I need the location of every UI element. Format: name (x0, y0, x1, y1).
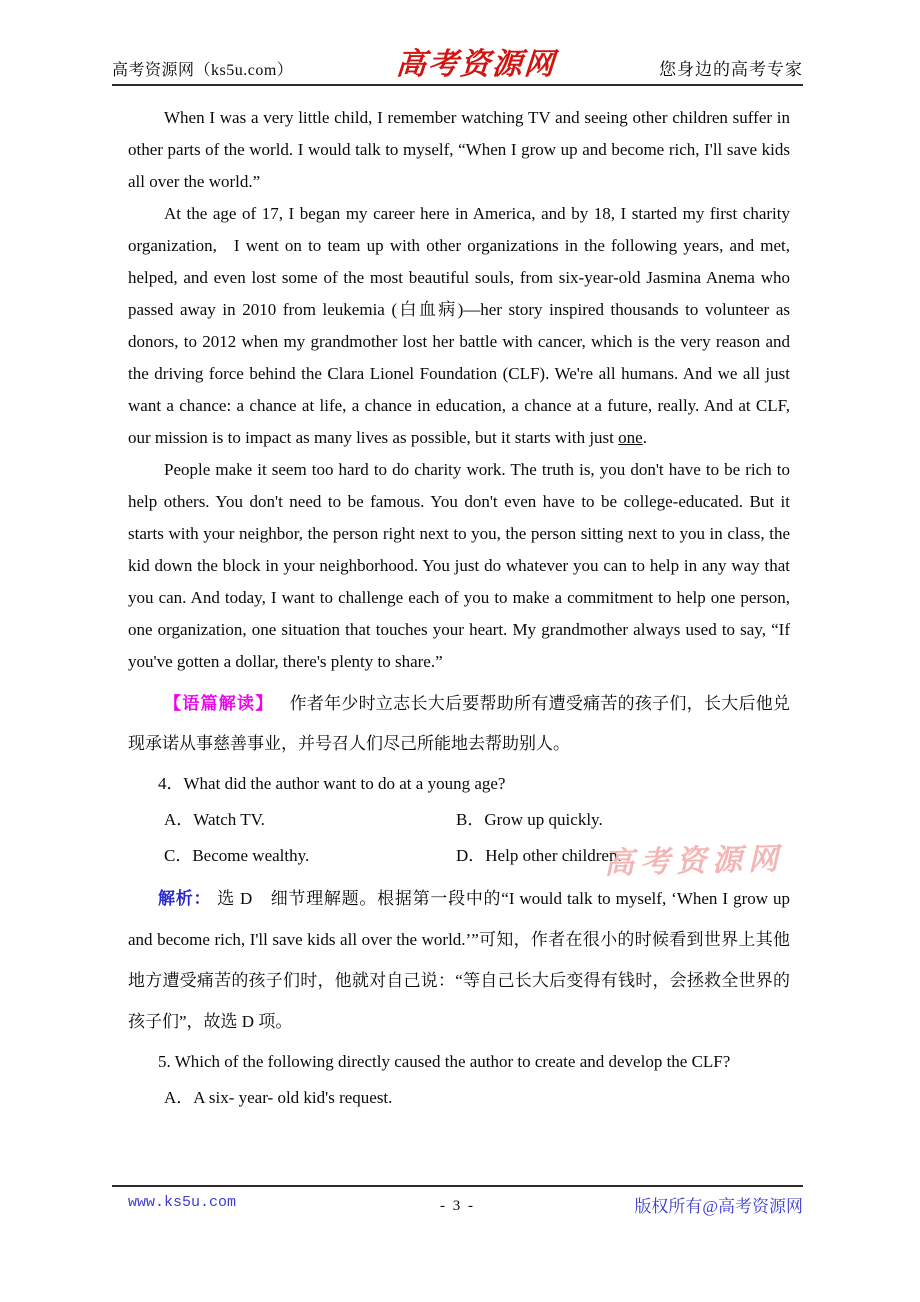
footer-divider (112, 1185, 803, 1187)
question-4-option-d: D．Help other children. (456, 846, 622, 865)
question-5-stem: 5. Which of the following directly caused the author to create and develop the CLF? (158, 1052, 731, 1071)
page-footer (112, 1192, 803, 1218)
reading-note-text: 作者年少时立志长大后要帮助所有遭受痛苦的孩子们，长大后他兑现承诺从事慈善事业，并号召人们尽己所能地去帮助别人。 (128, 694, 791, 753)
passage-paragraph-3: People make it seem too hard to do charity work. The truth is, you don't have to be rich to help others. You don't need to be famous. You don't even have to be college-educated. But it starts with your neighbor, the person right next to you, the person sitting next to you in class, the kid down the block in your neighborhood. You just do whatever you can to help in any way that you can. And today, I want to challenge each of you to make a commitment to help one person, one organization, one situation that touches your heart. My grandmother always used to say, “If you've gotten a dollar, there's plenty to share.” (128, 460, 790, 671)
analysis-text: 选 D 细节理解题。根据第一段中的“I would talk to myself, ‘When I grow up and become rich, I'll save kids all over the world.’”可知，作者在很小的时候看到世界上其他地方遭受痛苦的孩子们时，他就对自己说：“等自己长大后变得有钱时，会拯救全世界的孩子们”，故选 D 项。 (128, 889, 790, 1031)
ks5u-logo: 高考资源网 (395, 48, 558, 81)
question-4-stem: 4．What did the author want to do at a young age? (158, 774, 506, 793)
question-4-option-b: B．Grow up quickly. (456, 810, 603, 829)
analysis-label: 解析： (158, 889, 212, 908)
paragraph-2-period: . (642, 428, 647, 447)
document-body (128, 102, 790, 1116)
question-4-analysis (128, 878, 790, 1042)
question-5-option-a: A．A six- year- old kid's request. (164, 1088, 393, 1107)
ks5u-watermark: 高考资源网 (603, 842, 785, 881)
page-header (112, 40, 803, 86)
header-site-name: 高考资源网（ks5u.com） (112, 62, 294, 79)
page-number: - 3 - (440, 1198, 475, 1214)
question-4-options-row-2 (164, 838, 790, 874)
footer-copyright: 版权所有@高考资源网 (634, 1197, 803, 1216)
reading-note (128, 684, 790, 764)
header-slogan: 您身边的高考专家 (659, 60, 803, 79)
question-4-options-row-1 (164, 802, 790, 838)
passage-paragraph-1: When I was a very little child, I remember watching TV and seeing other children suffer in other parts of the world. I would talk to myself, “When I grow up and become rich, I'll save kids all over the world.” (128, 108, 790, 191)
passage-paragraph-2 (128, 198, 790, 454)
question-4-option-c: C．Become wealthy. (164, 846, 310, 865)
paragraph-2-text: At the age of 17, I began my career here in America, and by 18, I started my first charity organization, I went on to team up with other organizations in the following years, and met, helped, and even lost some of the most beautiful souls, from six-year-old Jasmina Anema who passed away in 2010 from leukemia (白血病)—her story inspired thousands to volunteer as donors, to 2012 when my grandmother lost her battle with cancer, which is the very reason and the driving force behind the Clara Lionel Foundation (CLF). We're all humans. And we all just want a chance: a chance at life, a chance in education, a chance at a future, really. And at CLF, our mission is to impact as many lives as possible, but it starts with just (128, 204, 790, 447)
underlined-word: one (618, 428, 643, 447)
footer-site-url: www.ks5u.com (128, 1194, 237, 1211)
reading-note-label: 【语篇解读】 (164, 694, 274, 713)
question-4-option-a: A．Watch TV. (164, 810, 265, 829)
